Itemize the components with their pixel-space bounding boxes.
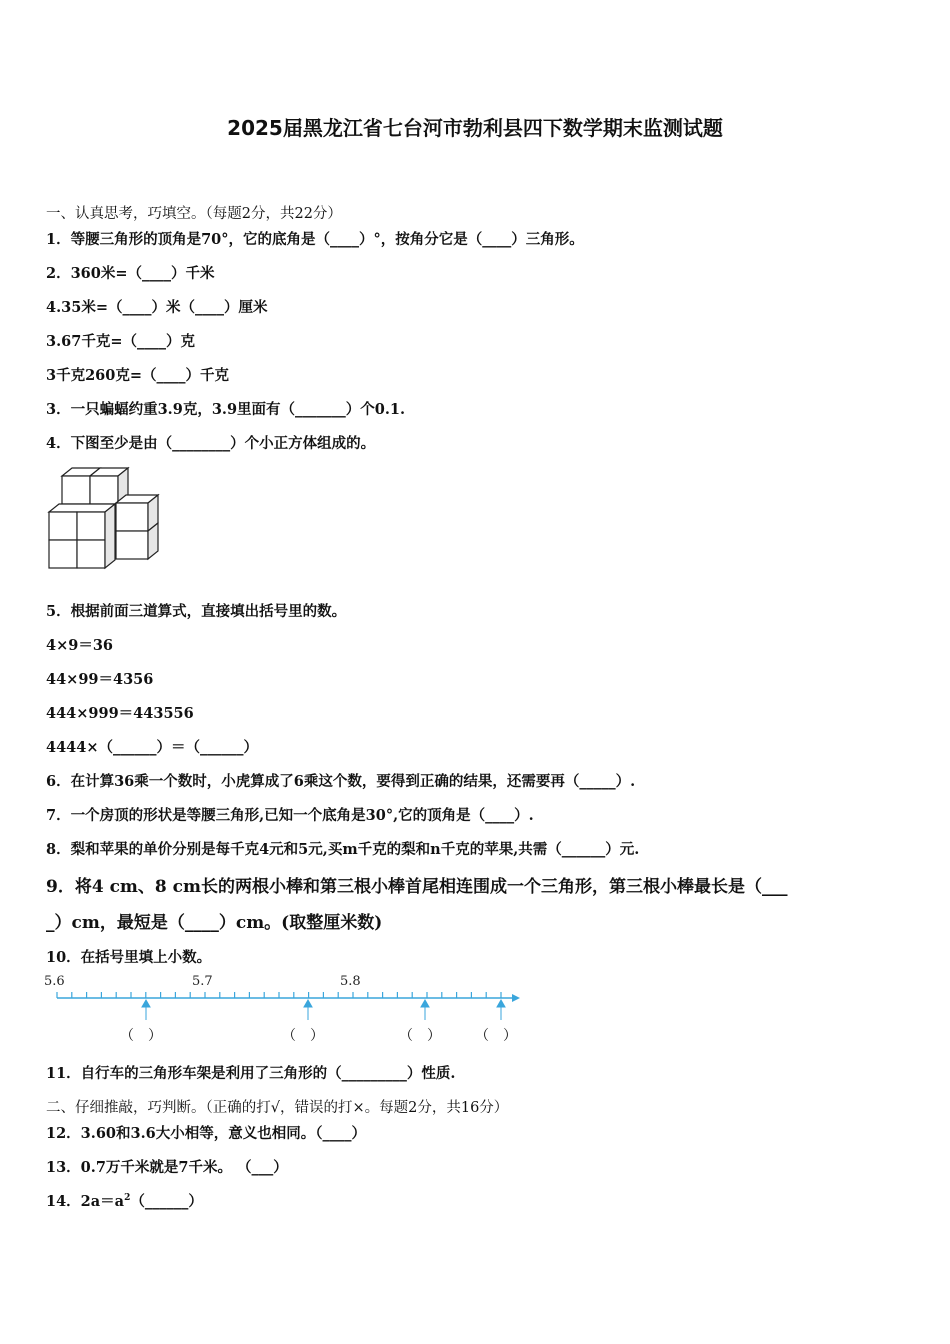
arrow-markers <box>142 1000 505 1020</box>
question-2b: 4.35米=（____）米（____）厘米 <box>46 299 268 316</box>
number-line-figure <box>42 970 532 1050</box>
question-14-exponent: 2 <box>124 1193 131 1204</box>
answer-blank-3: （ ） <box>399 1028 441 1044</box>
question-7: 7．一个房顶的形状是等腰三角形,已知一个底角是30°,它的顶角是（____）. <box>46 807 534 824</box>
question-3: 3．一只蝙蝠约重3.9克，3.9里面有（_______）个0.1. <box>46 401 406 418</box>
up-arrow-icon <box>497 1000 505 1007</box>
question-4: 4．下图至少是由（________）个小正方体组成的。 <box>46 435 376 452</box>
question-10: 10．在括号里填上小数。 <box>46 949 212 966</box>
question-5-line-b: 44×99＝4356 <box>46 671 154 688</box>
up-arrow-icon <box>142 1000 150 1007</box>
question-5-line-c: 444×999＝443556 <box>46 705 194 722</box>
question-9: 9．将4 cm、8 cm长的两根小棒和第三根小棒首尾相连围成一个三角形，第三根小棒最长是（___ <box>46 877 788 897</box>
question-6: 6．在计算36乘一个数时，小虎算成了6乘这个数，要得到正确的结果，还需要再（_____）. <box>46 773 636 790</box>
question-5: 5．根据前面三道算式，直接填出括号里的数。 <box>46 603 347 620</box>
section-2-heading: 二、仔细推敲，巧判断。（正确的打√，错误的打×。每题2分，共16分） <box>46 1100 509 1116</box>
question-11: 11．自行车的三角形车架是利用了三角形的（_________）性质. <box>46 1065 456 1082</box>
answer-blank-2: （ ） <box>282 1028 324 1044</box>
tick-label-5-7: 5.7 <box>192 974 213 989</box>
question-5-line-d: 4444×（______）＝（______） <box>46 739 259 756</box>
question-2d: 3千克260克=（____）千克 <box>46 367 230 384</box>
question-9-cont: _）cm，最短是（____）cm。(取整厘米数) <box>46 913 383 933</box>
question-2c: 3.67千克=（____）克 <box>46 333 195 350</box>
question-1: 1．等腰三角形的顶角是70°，它的底角是（____）°，按角分它是（____）三角形。 <box>46 231 584 248</box>
question-13: 13．0.7万千米就是7千米。 （___） <box>46 1159 288 1176</box>
answer-blank-1: （ ） <box>120 1028 162 1044</box>
tick-label-5-8: 5.8 <box>340 974 361 989</box>
question-14-expr: 14．2a＝a <box>46 1193 125 1210</box>
question-2: 2．360米=（____）千米 <box>46 265 215 282</box>
up-arrow-icon <box>421 1000 429 1007</box>
axis-arrowhead <box>512 994 520 1002</box>
question-14 <box>46 1190 203 1211</box>
page-title: 2025届黑龙江省七台河市勃利县四下数学期末监测试题 <box>227 116 723 140</box>
section-1-heading: 一、认真思考，巧填空。（每题2分，共22分） <box>46 206 342 222</box>
axis-ticks <box>57 992 501 998</box>
question-12: 12．3.60和3.6大小相等，意义也相同。（____） <box>46 1125 366 1142</box>
up-arrow-icon <box>304 1000 312 1007</box>
answer-blank-4: （ ） <box>475 1028 517 1044</box>
question-8: 8．梨和苹果的单价分别是每千克4元和5元,买m千克的梨和n千克的苹果,共需（______）元. <box>46 841 640 858</box>
tick-label-5-6: 5.6 <box>44 974 65 989</box>
question-14-blank: （______） <box>130 1193 203 1210</box>
question-5-line-a: 4×9＝36 <box>46 637 114 654</box>
cube-figure <box>44 464 164 574</box>
